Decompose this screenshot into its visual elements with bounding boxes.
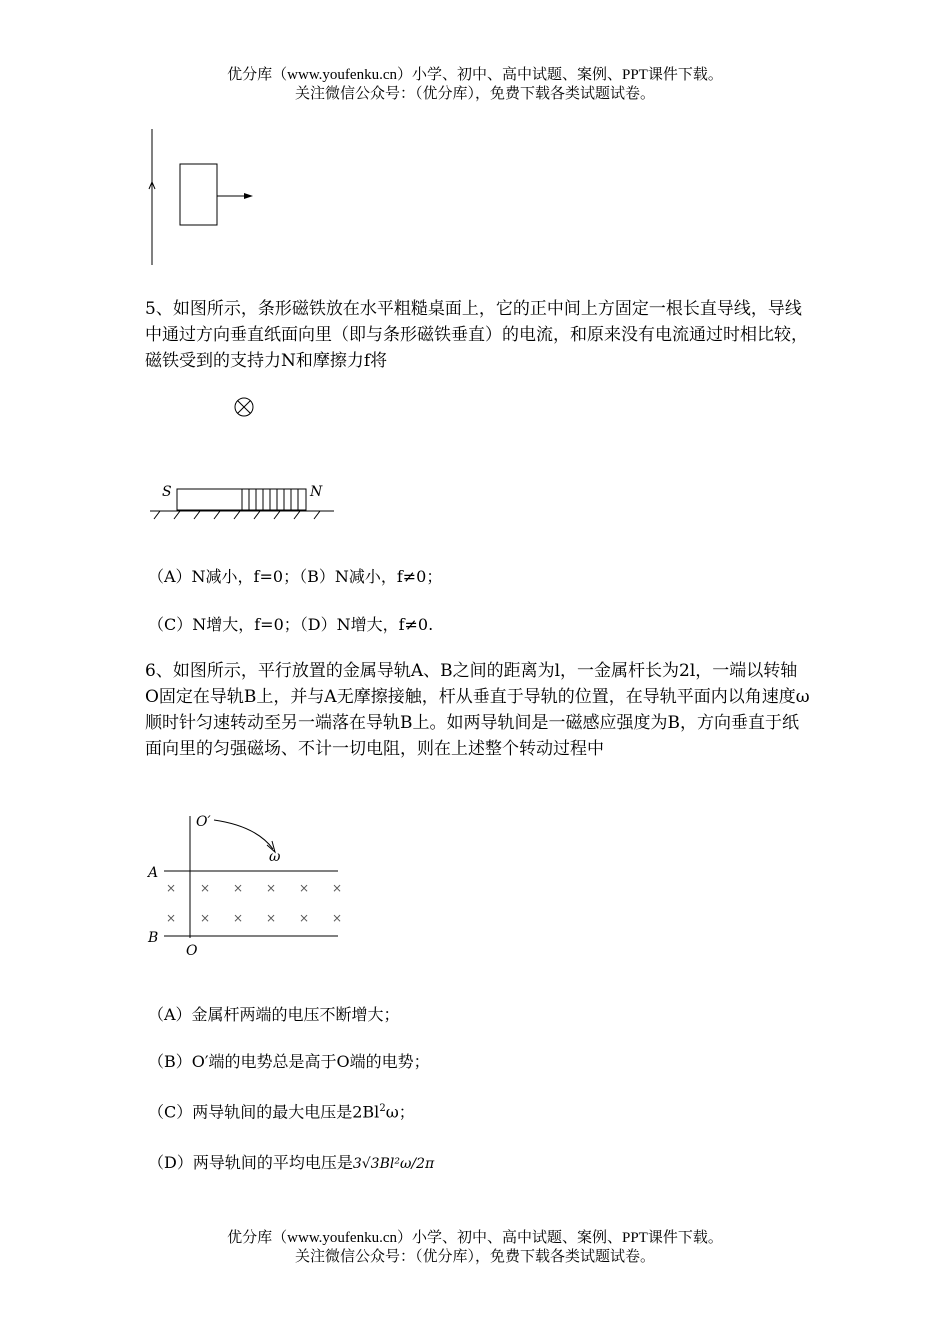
label-o-prime: O′ <box>196 814 211 830</box>
loop-rectangle <box>180 164 217 225</box>
q6-option-d-formula: 3√3Bl²ω/2π <box>352 1156 435 1172</box>
q6-option-c-suffix: ω； <box>385 1102 415 1122</box>
velocity-arrow-icon <box>244 193 253 199</box>
rotation-arc <box>214 820 273 849</box>
question-6-text: 6、如图所示，平行放置的金属导轨A、B之间的距离为l，一金属杆长为2l，一端以转轴O固定在导轨B上，并与A无摩擦接触，杆从垂直于导轨的位置，在导轨平面内以角速度ω顺时针匀速转动至另一端落在导轨B上。如两导轨间是一磁感应强度为B，方向垂直于纸面向里的匀强磁场、不计一切电阻，则在上述整个转动过程中 <box>145 661 810 759</box>
table-hatch <box>154 511 320 519</box>
header-line-2: 关注微信公众号：（优分库），免费下载各类试题试卷。 <box>294 86 655 102</box>
svg-text:×: × <box>298 881 310 895</box>
q6-option-d <box>148 1152 434 1175</box>
svg-text:×: × <box>331 911 343 925</box>
page-header <box>0 66 950 104</box>
q6-option-a: （A）金属杆两端的电压不断增大； <box>148 1005 400 1024</box>
label-s: S <box>162 484 172 500</box>
label-n: N <box>310 484 323 500</box>
q6-option-b: （B）O′端的电势总是高于O端的电势； <box>148 1052 430 1071</box>
svg-text:×: × <box>265 881 277 895</box>
header-line-1: 优分库（www.youfenku.cn）小学、初中、高中试题、案例、PPT课件下载。 <box>227 67 723 83</box>
q6-option-d-prefix: （D）两导轨间的平均电压是 <box>148 1153 353 1172</box>
label-o: O <box>186 943 198 959</box>
svg-text:×: × <box>165 911 177 925</box>
magnet-n-hatch <box>242 489 298 510</box>
svg-text:×: × <box>165 881 177 895</box>
footer-line-1: 优分库（www.youfenku.cn）小学、初中、高中试题、案例、PPT课件下载。 <box>227 1230 723 1246</box>
page-footer <box>0 1229 950 1267</box>
figure-magnet <box>150 395 340 525</box>
svg-text:×: × <box>331 881 343 895</box>
svg-text:×: × <box>199 911 211 925</box>
magnetic-field-marks <box>166 881 342 925</box>
q5-option-line-2: （C）N增大，f=0；（D）N增大，f≠0. <box>148 615 434 634</box>
q5-option-line-1: （A）N减小，f=0；（B）N减小，f≠0； <box>148 567 443 586</box>
q6-option-c-exponent: 2 <box>379 1103 386 1114</box>
label-b: B <box>148 930 159 946</box>
figure-wire-loop <box>140 125 270 270</box>
label-a: A <box>148 865 159 881</box>
svg-text:×: × <box>232 911 244 925</box>
q6-option-c-prefix: （C）两导轨间的最大电压是2Bl <box>148 1102 380 1122</box>
svg-text:×: × <box>298 911 310 925</box>
svg-text:×: × <box>199 881 211 895</box>
footer-line-2: 关注微信公众号：（优分库），免费下载各类试题试卷。 <box>294 1249 655 1265</box>
label-omega: ω <box>269 849 281 865</box>
figure-rails <box>140 810 350 960</box>
svg-text:×: × <box>265 911 277 925</box>
question-5-text: 5、如图所示，条形磁铁放在水平粗糙桌面上，它的正中间上方固定一根长直导线，导线中通过方向垂直纸面向里（即与条形磁铁垂直）的电流，和原来没有电流通过时相比较，磁铁受到的支持力N和摩擦力f将 <box>145 299 808 371</box>
q6-option-c <box>148 1098 415 1123</box>
svg-text:×: × <box>232 881 244 895</box>
